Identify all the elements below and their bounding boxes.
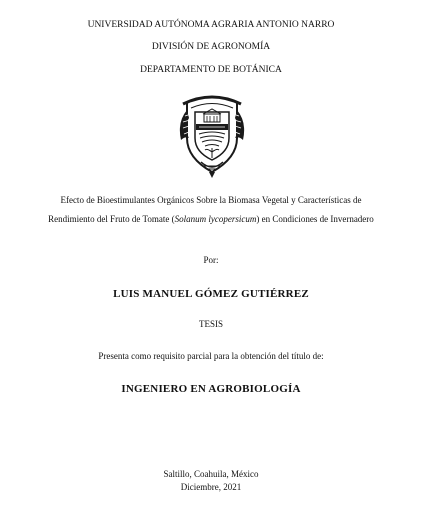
by-label: Por: (203, 255, 219, 265)
title-text-after: ) en Condiciones de Invernadero (256, 214, 374, 224)
presentation-statement: Presenta como requisito parcial para la obtención del título de: (98, 351, 324, 361)
date: Diciembre, 2021 (180, 482, 242, 492)
place: Saltillo, Coahuila, México (163, 469, 259, 479)
university-name: UNIVERSIDAD AUTÓNOMA AGRARIA ANTONIO NARRO (87, 20, 335, 30)
thesis-title-line-2 (0, 215, 422, 224)
document-type: TESIS (198, 319, 223, 329)
department-name: DEPARTAMENTO DE BOTÁNICA (140, 65, 282, 75)
university-seal-icon (179, 92, 245, 180)
thesis-title-line-1: Efecto de Bioestimulantes Orgánicos Sobre la Biomasa Vegetal y Características de (60, 195, 362, 205)
author-name: LUIS MANUEL GÓMEZ GUTIÉRREZ (113, 288, 309, 300)
degree-title: INGENIERO EN AGROBIOLOGÍA (121, 383, 301, 395)
species-name: Solanum lycopersicum (174, 214, 257, 224)
title-text-before: Rendimiento del Fruto de Tomate ( (48, 214, 175, 224)
division-name: DIVISIÓN DE AGRONOMÍA (151, 42, 271, 52)
